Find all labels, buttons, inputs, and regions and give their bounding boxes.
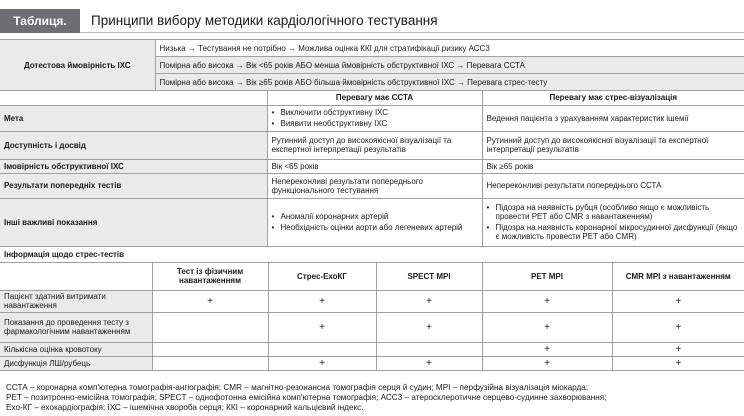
pretest-row-low: Низька → Тестування не потрібно → Можлива оцінка ККІ для стратифікації ризику АСС3 <box>155 40 744 57</box>
table-tag: Таблиця. <box>0 9 80 33</box>
mark-cell <box>152 356 268 370</box>
col-spect-mpi: SPECT MPI <box>376 262 482 290</box>
comparison-table <box>0 91 744 247</box>
mark-cell: + <box>612 356 744 370</box>
row-label-blood-flow: Кількісна оцінка кровотоку <box>0 342 152 356</box>
stress-info-title: Інформація щодо стрес-тестів <box>0 248 744 262</box>
comparison-row <box>0 105 744 131</box>
mark-cell <box>152 342 268 356</box>
list-item: • Підозра на наявність коронарної мікросудинної дисфункції (якщо є можливість провести PET або CMR) <box>487 223 741 241</box>
list-item: • Виключити обструктивну ІХС <box>272 108 478 117</box>
mark-cell: + <box>376 312 482 342</box>
cell-access-ccta: Рутинний доступ до високоякісної візуалізації та експертної інтерпретації результатів <box>267 131 482 159</box>
footnote-line: Ехо-КГ – ехокардіографія; ІХС – ішемічна хвороба серця; ККІ – коронарний кальцієвий індекс. <box>6 403 364 412</box>
row-label-goal: Мета <box>0 105 267 131</box>
list-item: • Необхідність оцінки аорти або легеневих артерій <box>272 223 478 232</box>
mark-cell: + <box>612 290 744 312</box>
cell-goal-ccta <box>267 105 482 131</box>
list-item: • Підозра на наявність рубця (особливо якщо є можливість провести PET або CMR з навантаженням) <box>487 203 741 221</box>
cell-probability-stress: Вік ≥65 років <box>482 159 744 173</box>
cell-previous-stress: Непереконливі результати попереднього ССТА <box>482 173 744 198</box>
stress-info-title-row <box>0 248 744 262</box>
stress-info-row <box>0 290 744 312</box>
row-label-access: Доступність і досвід <box>0 131 267 159</box>
list-item: • Аномалії коронарних артерій <box>272 212 478 221</box>
cell-other-stress <box>482 198 744 246</box>
stress-info-table <box>0 248 744 371</box>
comparison-row <box>0 173 744 198</box>
pretest-table <box>0 39 744 91</box>
mark-cell <box>152 312 268 342</box>
row-label-previous: Результати попередніх тестів <box>0 173 267 198</box>
mark-cell: + <box>268 312 376 342</box>
cell-other-ccta <box>267 198 482 246</box>
stress-info-row <box>0 312 744 342</box>
mark-cell: + <box>612 342 744 356</box>
pretest-row-old: Помірна або висока → Вік ≥65 років АБО більша ймовірність обструктивної ІХС → Перевага стрес-тесту <box>155 74 744 91</box>
comparison-row <box>0 198 744 246</box>
comparison-corner <box>0 91 267 105</box>
comparison-header-row <box>0 91 744 105</box>
pretest-row-young: Помірна або висока → Вік <65 років АБО менша ймовірність обструктивної ІХС → Перевага ССТА <box>155 57 744 74</box>
mark-cell: + <box>482 342 612 356</box>
table-header <box>0 9 744 33</box>
pretest-row <box>0 40 744 57</box>
mark-cell: + <box>376 356 482 370</box>
mark-cell <box>268 342 376 356</box>
row-label-probability: Імовірність обструктивної ІХС <box>0 159 267 173</box>
cell-probability-ccta: Вік <65 років <box>267 159 482 173</box>
header-rule <box>80 32 744 33</box>
list-item: • Виявити необструктивну ІХС <box>272 119 478 128</box>
table-title: Принципи вибору методики кардіологічного тестування <box>91 13 438 28</box>
col-pet-mpi: PET MPI <box>482 262 612 290</box>
stress-info-row <box>0 342 744 356</box>
pretest-label: Дотестова ймовірність ІХС <box>0 40 155 91</box>
stress-info-header-row <box>0 262 744 290</box>
mark-cell <box>376 342 482 356</box>
row-label-pharmacological: Показання до проведення тесту з фармакологічним навантаженням <box>0 312 152 342</box>
row-label-other: Інші важливі показання <box>0 198 267 246</box>
col-stress-echo: Стрес-ЕхоКГ <box>268 262 376 290</box>
col-exercise-test: Тест із фізичним навантаженням <box>152 262 268 290</box>
mark-cell: + <box>268 290 376 312</box>
footnotes <box>6 383 742 413</box>
cell-access-stress: Рутинний доступ до високоякісної візуалізації та експертної інтерпретації результатів <box>482 131 744 159</box>
stress-info-row <box>0 356 744 370</box>
col-ccta-header: Перевагу має ССТА <box>267 91 482 105</box>
stress-info-corner <box>0 262 152 290</box>
mark-cell: + <box>482 356 612 370</box>
cell-goal-stress: Ведення пацієнта з урахуванням характеристик ішемії <box>482 105 744 131</box>
row-label-exercise: Пацієнт здатний витримати навантаження <box>0 290 152 312</box>
footnote-line: PET – позитронно-емісійна томографія; SPECT – однофотонна емісійна комп'ютерна томографія; АСС3 – атеросклеротичне серцево-судинне захворювання; <box>6 393 607 402</box>
comparison-row <box>0 159 744 173</box>
row-label-lv-dysfunction: Дисфункція ЛШ/рубець <box>0 356 152 370</box>
mark-cell: + <box>376 290 482 312</box>
mark-cell: + <box>152 290 268 312</box>
mark-cell: + <box>482 312 612 342</box>
mark-cell: + <box>612 312 744 342</box>
mark-cell: + <box>268 356 376 370</box>
col-cmr-mpi: CMR MPI з навантаженням <box>612 262 744 290</box>
cell-previous-ccta: Непереконливі результати попереднього функціонального тестування <box>267 173 482 198</box>
comparison-row <box>0 131 744 159</box>
col-stress-header: Перевагу має стрес-візуалізація <box>482 91 744 105</box>
mark-cell: + <box>482 290 612 312</box>
footnote-line: ССТА – коронарна комп'ютерна томографія-ангіографія; CMR – магнітно-резонансна томографія серця й судин; MPI – перфузійна візуалізація міокарда; <box>6 383 589 392</box>
